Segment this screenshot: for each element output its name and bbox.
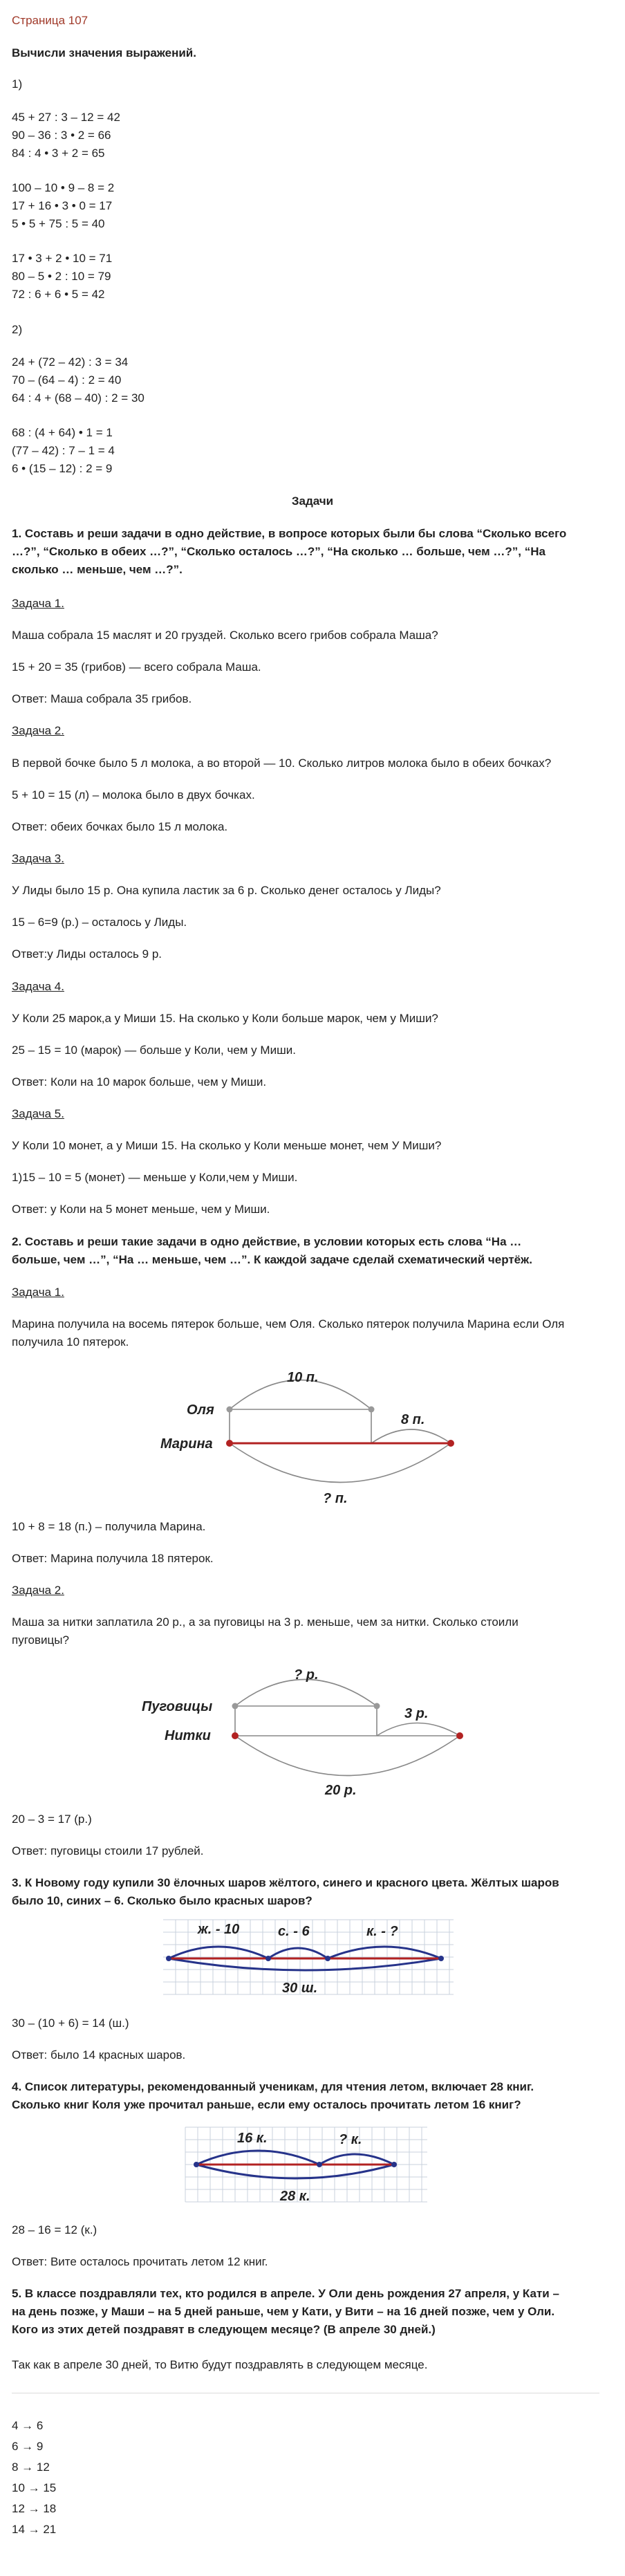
diagram-label: к. - ? xyxy=(366,1924,398,1939)
diagram-row-label: Пуговицы xyxy=(142,1699,213,1714)
list-item: 12 → 18 xyxy=(12,2502,57,2515)
subtask-text: Маша собрала 15 маслят и 20 груздей. Сколько всего грибов собрала Маша? xyxy=(12,629,438,642)
expr: 80 – 5 • 2 : 10 = 79 xyxy=(12,270,111,283)
expr: 17 • 3 + 2 • 10 = 71 xyxy=(12,252,113,265)
expr: 72 : 6 + 6 • 5 = 42 xyxy=(12,288,105,301)
diagram-label: ж. - 10 xyxy=(198,1922,240,1937)
expr: 6 • (15 – 12) : 2 = 9 xyxy=(12,462,113,475)
problem1-heading: …?”, “Сколько в обеих …?”, “Сколько осталось …?”, “На сколько … больше, чем …?”, “На xyxy=(12,545,545,558)
subtask-label: Задача 2. xyxy=(12,1584,64,1597)
problem4-heading: Сколько книг Коля уже прочитал раньше, если ему осталось прочитать летом 16 книг? xyxy=(12,2098,521,2111)
expr: 45 + 27 : 3 – 12 = 42 xyxy=(12,111,120,124)
subtask-answer: Ответ: Маша собрала 35 грибов. xyxy=(12,692,192,705)
subtask-solution: 20 – 3 = 17 (р.) xyxy=(12,1813,92,1826)
task1-heading: Вычисли значения выражений. xyxy=(12,46,196,59)
diagram-row-label: Нитки xyxy=(165,1728,211,1743)
subtask-label: Задача 1. xyxy=(12,1286,64,1299)
diagram-row-label: Марина xyxy=(160,1436,213,1452)
part2-label: 2) xyxy=(12,323,23,336)
list-item: 14 → 21 xyxy=(12,2523,57,2536)
diagram-row-label: Оля xyxy=(187,1402,214,1418)
subtask-solution: 5 + 10 = 15 (л) – молока было в двух бочках. xyxy=(12,788,255,801)
list-item: 4 → 6 xyxy=(12,2419,44,2432)
subtask-text: У Коли 25 марок,а у Миши 15. На сколько у Коли больше марок, чем у Миши? xyxy=(12,1012,438,1025)
expr: 5 • 5 + 75 : 5 = 40 xyxy=(12,217,105,230)
expr: (77 – 42) : 7 – 1 = 4 xyxy=(12,444,115,457)
subtask-answer: Ответ: у Коли на 5 монет меньше, чем у Миши. xyxy=(12,1203,270,1216)
expr: 17 + 16 • 3 • 0 = 17 xyxy=(12,199,113,212)
subtask-solution: 1)15 – 10 = 5 (монет) — меньше у Коли,чем у Миши. xyxy=(12,1171,298,1184)
subtask-answer: Ответ: Коли на 10 марок больше, чем у Миши. xyxy=(12,1075,267,1088)
subtask-label: Задача 2. xyxy=(12,724,64,737)
list-item: 6 → 9 xyxy=(12,2440,44,2453)
problem-answer: Так как в апреле 30 дней, то Витю будут поздравлять в следующем месяце. xyxy=(12,2358,428,2371)
problem5-heading: 5. В классе поздравляли тех, кто родился в апреле. У Оли день рождения 27 апреля, у Кати – xyxy=(12,2287,559,2300)
problem5-heading: на день позже, у Маши – на 5 дней раньше, чем у Кати, у Вити – на 16 дней позже, чем у Оли. xyxy=(12,2305,555,2318)
diagram-balls xyxy=(0,1914,625,2004)
problem4-heading: 4. Список литературы, рекомендованный ученикам, для чтения летом, включает 28 книг. xyxy=(12,2080,534,2093)
diagram-label: 20 р. xyxy=(325,1783,357,1798)
diagram-label: ? р. xyxy=(294,1667,319,1683)
list-item: 10 → 15 xyxy=(12,2481,57,2494)
problem1-heading: 1. Составь и реши задачи в одно действие, в вопросе которых были бы слова “Сколько всего xyxy=(12,527,567,540)
subtask-answer: Ответ: Марина получила 18 пятерок. xyxy=(12,1552,214,1565)
diagram-label: 10 п. xyxy=(287,1370,319,1385)
diagram-marina-olya xyxy=(0,1359,625,1506)
diagram-buttons-threads xyxy=(0,1656,625,1808)
page-title: Страница 107 xyxy=(12,14,88,27)
diagram-label: ? п. xyxy=(323,1491,348,1506)
section-title: Задачи xyxy=(291,494,334,508)
problem5-heading: Кого из этих детей поздравят в следующем месяце? (В апреле 30 дней.) xyxy=(12,2323,436,2336)
problem2-heading: больше, чем …”, “На … меньше, чем …”. К каждой задаче сделай схематический чертёж. xyxy=(12,1253,532,1266)
expr: 68 : (4 + 64) • 1 = 1 xyxy=(12,426,113,439)
subtask-text: получила 10 пятерок. xyxy=(12,1335,129,1349)
diagram-label: ? к. xyxy=(339,2132,362,2147)
subtask-solution: 10 + 8 = 18 (п.) – получила Марина. xyxy=(12,1520,206,1533)
diagram-label: с. - 6 xyxy=(278,1924,310,1939)
subtask-solution: 15 + 20 = 35 (грибов) — всего собрала Маша. xyxy=(12,660,261,674)
diagram-books xyxy=(0,2123,625,2213)
subtask-text: В первой бочке было 5 л молока, а во второй — 10. Сколько литров молока было в обеих бочках? xyxy=(12,757,552,770)
subtask-answer: Ответ: обеих бочках было 15 л молока. xyxy=(12,820,228,833)
expr: 100 – 10 • 9 – 8 = 2 xyxy=(12,181,115,194)
subtask-label: Задача 1. xyxy=(12,597,64,610)
subtask-text: Марина получила на восемь пятерок больше, чем Оля. Сколько пятерок получила Марина если Оля xyxy=(12,1317,565,1331)
subtask-answer: Ответ: пуговицы стоили 17 рублей. xyxy=(12,1844,204,1857)
diagram-label: 28 к. xyxy=(280,2189,310,2204)
problem3-heading: было 10, синих – 6. Сколько было красных шаров? xyxy=(12,1894,312,1907)
problem-answer: Ответ: Вите осталось прочитать летом 12 книг. xyxy=(12,2255,268,2268)
expr: 64 : 4 + (68 – 40) : 2 = 30 xyxy=(12,391,144,405)
expr: 90 – 36 : 3 • 2 = 66 xyxy=(12,129,111,142)
subtask-label: Задача 3. xyxy=(12,852,64,865)
list-item: 8 → 12 xyxy=(12,2461,50,2474)
subtask-text: пуговицы? xyxy=(12,1633,69,1647)
problem-answer: Ответ: было 14 красных шаров. xyxy=(12,2048,186,2061)
problem2-heading: 2. Составь и реши такие задачи в одно действие, в условии которых есть слова “На … xyxy=(12,1235,522,1248)
expr: 24 + (72 – 42) : 3 = 34 xyxy=(12,355,129,369)
subtask-answer: Ответ:у Лиды осталось 9 р. xyxy=(12,947,162,961)
problem-solution: 30 – (10 + 6) = 14 (ш.) xyxy=(12,2017,129,2030)
problem3-heading: 3. К Новому году купили 30 ёлочных шаров жёлтого, синего и красного цвета. Жёлтых шаров xyxy=(12,1876,559,1889)
subtask-solution: 15 – 6=9 (р.) – осталось у Лиды. xyxy=(12,916,187,929)
diagram-label: 30 ш. xyxy=(282,1981,318,1996)
problem-solution: 28 – 16 = 12 (к.) xyxy=(12,2223,97,2236)
problem1-heading: сколько … меньше, чем …?”. xyxy=(12,563,183,576)
diagram-label: 8 п. xyxy=(401,1412,425,1427)
subtask-label: Задача 5. xyxy=(12,1107,64,1120)
subtask-text: Маша за нитки заплатила 20 р., а за пуговицы на 3 р. меньше, чем за нитки. Сколько стоили xyxy=(12,1615,519,1629)
expr: 84 : 4 • 3 + 2 = 65 xyxy=(12,147,105,160)
subtask-text: У Коли 10 монет, а у Миши 15. На сколько у Коли меньше монет, чем У Миши? xyxy=(12,1139,442,1152)
subtask-label: Задача 4. xyxy=(12,980,64,993)
part1-label: 1) xyxy=(12,77,23,91)
diagram-label: 16 к. xyxy=(237,2131,268,2146)
diagram-label: 3 р. xyxy=(404,1706,429,1721)
subtask-text: У Лиды было 15 р. Она купила ластик за 6 р. Сколько денег осталось у Лиды? xyxy=(12,884,441,897)
subtask-solution: 25 – 15 = 10 (марок) — больше у Коли, чем у Миши. xyxy=(12,1044,296,1057)
expr: 70 – (64 – 4) : 2 = 40 xyxy=(12,373,122,387)
